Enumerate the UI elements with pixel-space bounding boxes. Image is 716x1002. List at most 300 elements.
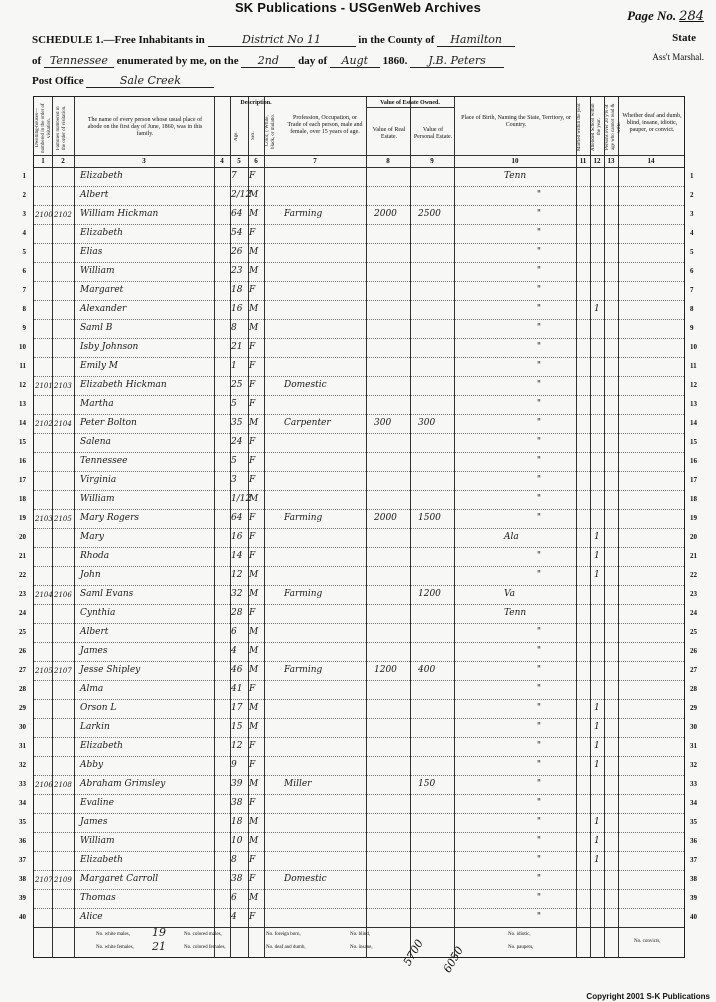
person-name: Alma bbox=[80, 684, 104, 694]
row-rule bbox=[34, 680, 684, 681]
sex-value: M bbox=[249, 570, 259, 580]
rule-col-5 bbox=[248, 97, 249, 957]
age-value: 39 bbox=[231, 779, 243, 789]
age-value: 64 bbox=[231, 513, 243, 523]
sex-value: M bbox=[249, 323, 259, 333]
person-name: Virginia bbox=[80, 475, 117, 485]
line-number-right: 38 bbox=[690, 875, 697, 883]
row-rule bbox=[34, 414, 684, 415]
occupation-value: Carpenter bbox=[284, 418, 331, 428]
age-value: 26 bbox=[231, 247, 243, 257]
row-rule bbox=[34, 737, 684, 738]
age-value: 8 bbox=[231, 323, 237, 333]
column-number: 11 bbox=[579, 157, 587, 165]
rule-col-1 bbox=[52, 97, 53, 957]
person-name: Margaret bbox=[80, 285, 124, 295]
sex-value: M bbox=[249, 266, 259, 276]
age-value: 5 bbox=[231, 456, 237, 466]
dwelling-number: 2102 bbox=[35, 420, 53, 428]
line-number-left: 1 bbox=[22, 172, 26, 180]
footer-males-count: 19 bbox=[152, 926, 166, 939]
school-mark: 1 bbox=[594, 551, 600, 561]
person-name: William Hickman bbox=[80, 209, 159, 219]
age-value: 16 bbox=[231, 304, 243, 314]
footer-paupers: No. paupers, bbox=[508, 945, 534, 950]
line-number-right: 25 bbox=[690, 628, 697, 636]
sex-value: M bbox=[249, 836, 259, 846]
line-number-right: 3 bbox=[690, 210, 694, 218]
dwelling-number: 2100 bbox=[35, 211, 53, 219]
sex-value: M bbox=[249, 893, 259, 903]
person-name: Emily M bbox=[80, 361, 119, 371]
column-number: 5 bbox=[237, 157, 241, 165]
enumerated-label: enumerated by me, on the bbox=[116, 55, 239, 67]
line-number-right: 15 bbox=[690, 438, 697, 446]
line-number-left: 36 bbox=[19, 837, 26, 845]
line-number-right: 6 bbox=[690, 267, 694, 275]
column-number: 13 bbox=[607, 157, 615, 165]
personal-estate-value: 150 bbox=[418, 779, 436, 789]
line-number-left: 32 bbox=[19, 761, 26, 769]
sex-value: F bbox=[249, 912, 256, 922]
line-number-right: 8 bbox=[690, 305, 694, 313]
birthplace-value: " bbox=[536, 627, 542, 637]
person-name: William bbox=[80, 266, 115, 276]
row-rule bbox=[34, 357, 684, 358]
family-number: 2106 bbox=[54, 591, 72, 599]
school-mark: 1 bbox=[594, 722, 600, 732]
line-number-right: 35 bbox=[690, 818, 697, 826]
sex-value: M bbox=[249, 665, 259, 675]
sex-value: F bbox=[249, 513, 256, 523]
sex-value: F bbox=[249, 342, 256, 352]
line-number-left: 8 bbox=[22, 305, 26, 313]
row-rule bbox=[34, 832, 684, 833]
birthplace-value: " bbox=[536, 513, 542, 523]
sex-value: M bbox=[249, 589, 259, 599]
row-rule bbox=[34, 870, 684, 871]
line-number-left: 34 bbox=[19, 799, 26, 807]
person-name: Tennessee bbox=[80, 456, 128, 466]
age-value: 18 bbox=[231, 817, 243, 827]
sex-value: F bbox=[249, 551, 256, 561]
age-value: 5 bbox=[231, 399, 237, 409]
sex-value: F bbox=[249, 228, 256, 238]
row-rule bbox=[34, 243, 684, 244]
birthplace-value: " bbox=[536, 779, 542, 789]
line-number-right: 33 bbox=[690, 780, 697, 788]
footer-white-males: No. white males, bbox=[96, 932, 130, 937]
row-rule bbox=[34, 338, 684, 339]
person-name: James bbox=[80, 646, 108, 656]
rule-col-2 bbox=[74, 97, 75, 957]
col-header-school: Attended School within the year. bbox=[591, 103, 602, 151]
birthplace-value: " bbox=[536, 646, 542, 656]
rule-col-12 bbox=[604, 97, 605, 957]
rule-col-4 bbox=[230, 97, 231, 957]
person-name: Albert bbox=[80, 190, 109, 200]
person-name: Mary bbox=[80, 532, 104, 542]
county-value: Hamilton bbox=[437, 33, 515, 47]
row-rule bbox=[34, 566, 684, 567]
person-name: Rhoda bbox=[80, 551, 110, 561]
occupation-value: Farming bbox=[284, 513, 323, 523]
post-office-value: Sale Creek bbox=[86, 74, 214, 88]
column-number: 1 bbox=[41, 157, 45, 165]
sex-value: F bbox=[249, 437, 256, 447]
real-estate-value: 2000 bbox=[374, 513, 397, 523]
birthplace-value: " bbox=[536, 722, 542, 732]
line-number-left: 19 bbox=[19, 514, 26, 522]
sex-value: M bbox=[249, 190, 259, 200]
birthplace-value: " bbox=[536, 285, 542, 295]
row-rule bbox=[34, 908, 684, 909]
line-number-left: 22 bbox=[19, 571, 26, 579]
sex-value: F bbox=[249, 380, 256, 390]
line-number-left: 9 bbox=[22, 324, 26, 332]
schedule-title: SCHEDULE 1. bbox=[32, 34, 104, 46]
line-number-right: 16 bbox=[690, 457, 697, 465]
birthplace-value: " bbox=[536, 836, 542, 846]
birthplace-value: " bbox=[536, 817, 542, 827]
line-number-right: 32 bbox=[690, 761, 697, 769]
age-value: 18 bbox=[231, 285, 243, 295]
birthplace-value: " bbox=[536, 570, 542, 580]
birthplace-value: " bbox=[536, 190, 542, 200]
person-name: Orson L bbox=[80, 703, 117, 713]
line-number-right: 10 bbox=[690, 343, 697, 351]
row-rule bbox=[34, 813, 684, 814]
line-number-right: 34 bbox=[690, 799, 697, 807]
line-number-right: 29 bbox=[690, 704, 697, 712]
schedule-subtitle: —Free Inhabitants in bbox=[103, 34, 205, 46]
rule-col-10 bbox=[576, 97, 577, 957]
person-name: John bbox=[80, 570, 101, 580]
line-number-right: 24 bbox=[690, 609, 697, 617]
column-number: 3 bbox=[142, 157, 146, 165]
age-value: 3 bbox=[231, 475, 237, 485]
person-name: Abraham Grimsley bbox=[80, 779, 166, 789]
birthplace-value: " bbox=[536, 456, 542, 466]
person-name: Elias bbox=[80, 247, 103, 257]
county-label: in the County of bbox=[358, 34, 435, 46]
footer-convicts: No. convicts, bbox=[634, 939, 661, 944]
rule-numbers-bottom bbox=[34, 167, 684, 168]
sex-value: F bbox=[249, 855, 256, 865]
person-name: Jesse Shipley bbox=[80, 665, 141, 675]
line-number-left: 31 bbox=[19, 742, 26, 750]
line-number-left: 38 bbox=[19, 875, 26, 883]
age-value: 35 bbox=[231, 418, 243, 428]
day-of-label: day of bbox=[298, 55, 328, 67]
rule-col-7 bbox=[366, 97, 367, 957]
post-office-label: Post Office bbox=[32, 75, 84, 87]
person-name: Alexander bbox=[80, 304, 127, 314]
copyright-notice: Copyright 2001 S-K Publications bbox=[586, 992, 710, 1001]
person-name: Elizabeth bbox=[80, 171, 123, 181]
line-number-left: 2 bbox=[22, 191, 26, 199]
col-header-real-estate: Value of Real Estate. bbox=[372, 127, 406, 140]
line-number-left: 26 bbox=[19, 647, 26, 655]
row-rule bbox=[34, 794, 684, 795]
birthplace-value: " bbox=[536, 475, 542, 485]
person-name: Elizabeth bbox=[80, 855, 123, 865]
line-number-right: 27 bbox=[690, 666, 697, 674]
line-number-left: 37 bbox=[19, 856, 26, 864]
family-number: 2107 bbox=[54, 667, 72, 675]
age-value: 32 bbox=[231, 589, 243, 599]
birthplace-value: Tenn bbox=[504, 171, 527, 181]
person-name: Margaret Carroll bbox=[80, 874, 159, 884]
line-number-left: 13 bbox=[19, 400, 26, 408]
col-header-illiterate: Persons over 20 y'rs of age who cannot read & write. bbox=[605, 103, 622, 151]
person-name: Salena bbox=[80, 437, 111, 447]
family-number: 2103 bbox=[54, 382, 72, 390]
col-header-birthplace: Place of Birth, Naming the State, Territory, or Country. bbox=[461, 115, 571, 128]
row-rule bbox=[34, 452, 684, 453]
school-mark: 1 bbox=[594, 703, 600, 713]
footer-colored-males: No. colored males, bbox=[184, 932, 222, 937]
row-rule bbox=[34, 528, 684, 529]
sex-value: F bbox=[249, 475, 256, 485]
line-number-right: 39 bbox=[690, 894, 697, 902]
row-rule bbox=[34, 547, 684, 548]
line-number-right: 5 bbox=[690, 248, 694, 256]
dwelling-number: 2107 bbox=[35, 876, 53, 884]
row-rule bbox=[34, 433, 684, 434]
birthplace-value: " bbox=[536, 399, 542, 409]
personal-estate-value: 300 bbox=[418, 418, 436, 428]
line-number-left: 39 bbox=[19, 894, 26, 902]
line-number-left: 5 bbox=[22, 248, 26, 256]
line-number-right: 19 bbox=[690, 514, 697, 522]
school-mark: 1 bbox=[594, 532, 600, 542]
line-number-right: 31 bbox=[690, 742, 697, 750]
personal-estate-value: 1500 bbox=[418, 513, 441, 523]
state-value: Tennessee bbox=[44, 54, 114, 68]
line-number-right: 18 bbox=[690, 495, 697, 503]
sex-value: F bbox=[249, 608, 256, 618]
age-value: 1/12 bbox=[231, 494, 252, 504]
person-name: Larkin bbox=[80, 722, 110, 732]
person-name: Peter Bolton bbox=[80, 418, 137, 428]
school-mark: 1 bbox=[594, 855, 600, 865]
rule-col-8 bbox=[410, 97, 411, 957]
sex-value: F bbox=[249, 532, 256, 542]
line-number-right: 40 bbox=[690, 913, 697, 921]
person-name: James bbox=[80, 817, 108, 827]
age-value: 25 bbox=[231, 380, 243, 390]
age-value: 46 bbox=[231, 665, 243, 675]
sex-value: F bbox=[249, 874, 256, 884]
column-number: 6 bbox=[254, 157, 258, 165]
person-name: Isby Johnson bbox=[80, 342, 139, 352]
line-number-right: 22 bbox=[690, 571, 697, 579]
line-number-left: 21 bbox=[19, 552, 26, 560]
age-value: 9 bbox=[231, 760, 237, 770]
person-name: Elizabeth bbox=[80, 228, 123, 238]
col-header-age: Age. bbox=[234, 131, 239, 141]
rule-col-3 bbox=[214, 97, 215, 957]
col-header-sex: Sex. bbox=[251, 131, 256, 141]
line-number-left: 7 bbox=[22, 286, 26, 294]
sex-value: M bbox=[249, 494, 259, 504]
sex-value: M bbox=[249, 779, 259, 789]
school-mark: 1 bbox=[594, 817, 600, 827]
line-number-left: 30 bbox=[19, 723, 26, 731]
birthplace-value: Ala bbox=[504, 532, 519, 542]
birthplace-value: " bbox=[536, 551, 542, 561]
row-rule bbox=[34, 699, 684, 700]
birthplace-value: " bbox=[536, 760, 542, 770]
row-rule bbox=[34, 319, 684, 320]
birthplace-value: " bbox=[536, 209, 542, 219]
column-number: 4 bbox=[220, 157, 224, 165]
school-mark: 1 bbox=[594, 836, 600, 846]
family-number: 2109 bbox=[54, 876, 72, 884]
row-rule bbox=[34, 300, 684, 301]
sex-value: F bbox=[249, 361, 256, 371]
person-name: Cynthia bbox=[80, 608, 116, 618]
birthplace-value: " bbox=[536, 494, 542, 504]
line-number-right: 14 bbox=[690, 419, 697, 427]
footer-females-count: 21 bbox=[152, 940, 166, 953]
line-number-left: 4 bbox=[22, 229, 26, 237]
birthplace-value: " bbox=[536, 684, 542, 694]
age-value: 12 bbox=[231, 741, 243, 751]
col-header-personal-estate: Value of Personal Estate. bbox=[413, 127, 453, 140]
schedule-header-line-2 bbox=[32, 54, 504, 68]
column-number: 10 bbox=[511, 157, 519, 165]
person-name: Abby bbox=[80, 760, 104, 770]
dwelling-number: 2103 bbox=[35, 515, 53, 523]
person-name: Alice bbox=[80, 912, 103, 922]
age-value: 1 bbox=[231, 361, 237, 371]
occupation-value: Miller bbox=[284, 779, 312, 789]
birthplace-value: " bbox=[536, 665, 542, 675]
footer-insane: No. insane, bbox=[350, 945, 373, 950]
age-value: 4 bbox=[231, 646, 237, 656]
age-value: 7 bbox=[231, 171, 237, 181]
age-value: 6 bbox=[231, 893, 237, 903]
year-value: 1860. bbox=[382, 55, 408, 67]
family-number: 2105 bbox=[54, 515, 72, 523]
line-number-left: 3 bbox=[22, 210, 26, 218]
row-rule bbox=[34, 186, 684, 187]
footer-real-estate-total: 5700 bbox=[400, 937, 426, 968]
real-estate-value: 300 bbox=[374, 418, 392, 428]
census-table bbox=[33, 96, 685, 958]
real-estate-value: 1200 bbox=[374, 665, 397, 675]
line-number-left: 12 bbox=[19, 381, 26, 389]
col-header-married: Married within the year. bbox=[577, 102, 582, 152]
birthplace-value: " bbox=[536, 304, 542, 314]
line-number-left: 28 bbox=[19, 685, 26, 693]
occupation-value: Farming bbox=[284, 589, 323, 599]
line-number-left: 10 bbox=[19, 343, 26, 351]
person-name: Albert bbox=[80, 627, 109, 637]
line-number-left: 35 bbox=[19, 818, 26, 826]
personal-estate-value: 2500 bbox=[418, 209, 441, 219]
line-number-left: 15 bbox=[19, 438, 26, 446]
col-header-disability: Whether deaf and dumb, blind, insane, idiotic, pauper, or convict. bbox=[622, 113, 682, 133]
age-value: 28 bbox=[231, 608, 243, 618]
real-estate-value: 2000 bbox=[374, 209, 397, 219]
line-number-left: 24 bbox=[19, 609, 26, 617]
birthplace-value: " bbox=[536, 361, 542, 371]
row-rule bbox=[34, 490, 684, 491]
birthplace-value: " bbox=[536, 342, 542, 352]
sex-value: M bbox=[249, 722, 259, 732]
col-header-description: Description. bbox=[240, 100, 272, 106]
line-number-right: 1 bbox=[690, 172, 694, 180]
line-number-left: 29 bbox=[19, 704, 26, 712]
row-rule bbox=[34, 262, 684, 263]
row-rule bbox=[34, 756, 684, 757]
line-number-right: 37 bbox=[690, 856, 697, 864]
row-rule bbox=[34, 281, 684, 282]
age-value: 38 bbox=[231, 798, 243, 808]
column-number: 9 bbox=[430, 157, 434, 165]
birthplace-value: " bbox=[536, 703, 542, 713]
post-office-line bbox=[32, 74, 214, 88]
birthplace-value: " bbox=[536, 855, 542, 865]
line-number-right: 28 bbox=[690, 685, 697, 693]
column-number: 2 bbox=[61, 157, 65, 165]
footer-personal-estate-total: 6050 bbox=[440, 944, 466, 975]
personal-estate-value: 400 bbox=[418, 665, 436, 675]
sex-value: M bbox=[249, 646, 259, 656]
row-rule bbox=[34, 376, 684, 377]
line-number-right: 17 bbox=[690, 476, 697, 484]
age-value: 17 bbox=[231, 703, 243, 713]
age-value: 16 bbox=[231, 532, 243, 542]
line-number-left: 20 bbox=[19, 533, 26, 541]
line-number-left: 14 bbox=[19, 419, 26, 427]
birthplace-value: " bbox=[536, 323, 542, 333]
page-number-label: Page No. bbox=[627, 8, 677, 23]
birthplace-value: " bbox=[536, 437, 542, 447]
line-number-left: 23 bbox=[19, 590, 26, 598]
sex-value: M bbox=[249, 703, 259, 713]
of-label: of bbox=[32, 55, 42, 67]
age-value: 23 bbox=[231, 266, 243, 276]
birthplace-value: Va bbox=[504, 589, 516, 599]
row-rule bbox=[34, 395, 684, 396]
line-number-left: 16 bbox=[19, 457, 26, 465]
sex-value: F bbox=[249, 760, 256, 770]
family-number: 2104 bbox=[54, 420, 72, 428]
page-number-value: 284 bbox=[679, 9, 704, 24]
line-number-right: 11 bbox=[690, 362, 697, 370]
marshal-signature: J.B. Peters bbox=[410, 54, 504, 68]
person-name: Elizabeth bbox=[80, 741, 123, 751]
column-number: 14 bbox=[647, 157, 655, 165]
age-value: 64 bbox=[231, 209, 243, 219]
birthplace-value: Tenn bbox=[504, 608, 527, 618]
line-number-right: 26 bbox=[690, 647, 697, 655]
sex-value: M bbox=[249, 817, 259, 827]
sex-value: F bbox=[249, 741, 256, 751]
sex-value: F bbox=[249, 798, 256, 808]
row-rule bbox=[34, 623, 684, 624]
occupation-value: Farming bbox=[284, 209, 323, 219]
birthplace-value: " bbox=[536, 266, 542, 276]
line-number-right: 36 bbox=[690, 837, 697, 845]
family-number: 2108 bbox=[54, 781, 72, 789]
dwelling-number: 2105 bbox=[35, 667, 53, 675]
birthplace-value: " bbox=[536, 228, 542, 238]
